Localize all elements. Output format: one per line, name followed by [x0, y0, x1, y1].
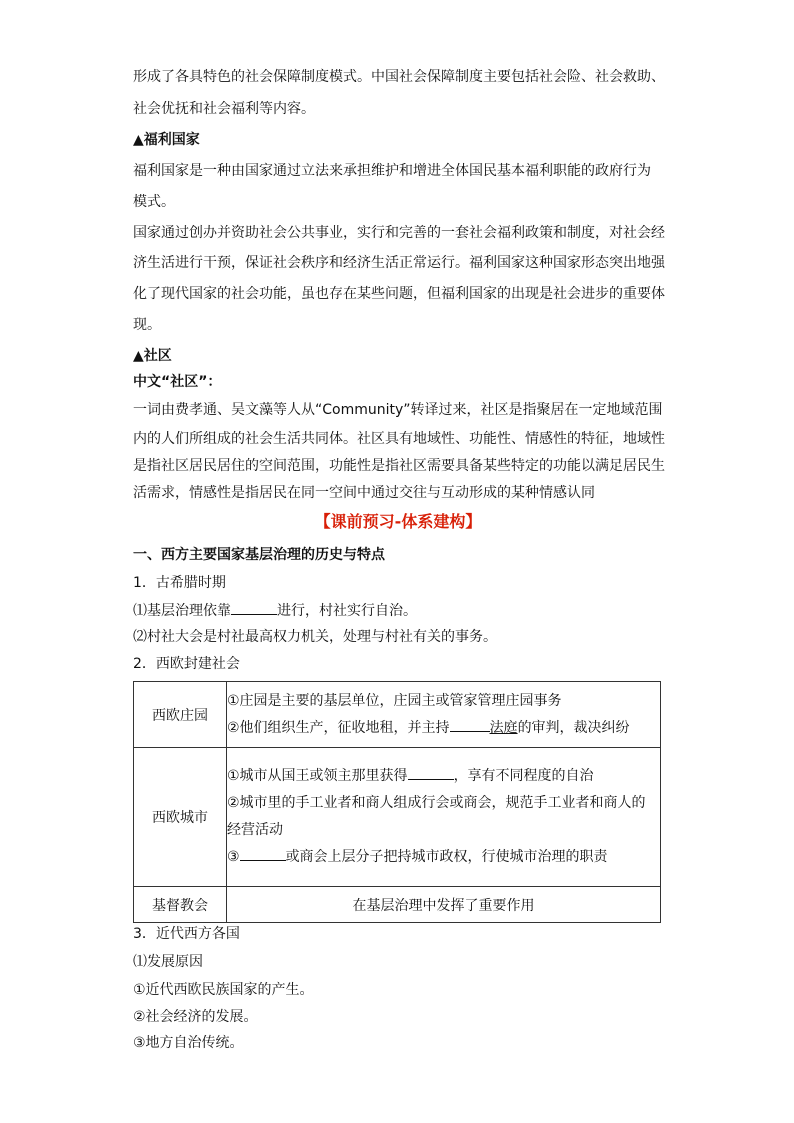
community-line-3: 是指社区居民居住的空间范围，功能性是指社区需要具备某些特定的功能以满足居民生	[133, 458, 665, 474]
community-line-1: 一词由费孝通、吴文藻等人从“Community”转译过来，社区是指聚居在一定地域范围	[133, 402, 663, 418]
city-line-1	[227, 763, 660, 790]
manor-line-2-blank-word: 法庭	[489, 719, 518, 736]
table-row-church	[134, 887, 661, 923]
city-line-3	[227, 844, 660, 871]
welfare-desc-line-1: 国家通过创办并资助社会公共事业，实行和完善的一套社会福利政策和制度，对社会经	[133, 225, 665, 241]
greece-item-1-pre: ⑴基层治理依靠	[133, 603, 231, 619]
welfare-desc-line-2: 济生活进行干预，保证社会秩序和经济生活正常运行。福利国家这种国家形态突出地强	[133, 255, 665, 271]
city-line-2b: 经营活动	[227, 822, 283, 838]
intro-line-1: 形成了各具特色的社会保障制度模式。中国社会保障制度主要包括社会险、社会救助、	[133, 69, 665, 85]
community-subheading: 中文“社区”：	[133, 374, 222, 390]
city-body	[227, 748, 661, 887]
welfare-desc-line-4: 现。	[133, 317, 161, 333]
fill-blank	[408, 765, 454, 780]
modern-item-1: ①近代西欧民族国家的产生。	[133, 982, 314, 998]
manor-line-2-post: 的审判，裁决纠纷	[517, 719, 630, 736]
city-head: 西欧城市	[134, 748, 227, 887]
section-title: 【课前预习-体系建构】	[314, 512, 482, 531]
city-line-3-post: 或商会上层分子把持城市政权，行使城市治理的职责	[285, 849, 608, 865]
table-row-manor	[134, 682, 661, 748]
manor-line-1: ①庄园是主要的基层单位，庄园主或管家管理庄园事务	[227, 692, 562, 709]
manor-body	[227, 682, 661, 748]
fill-blank	[450, 717, 490, 732]
welfare-def-line-1: 福利国家是一种由国家通过立法来承担维护和增进全体国民基本福利职能的政府行为	[133, 163, 651, 179]
church-head: 基督教会	[134, 887, 227, 923]
welfare-def-line-2: 模式。	[133, 194, 175, 210]
city-line-1-pre: ①城市从国王或领主那里获得	[227, 768, 408, 784]
intro-line-2: 社会优抚和社会福利等内容。	[133, 101, 315, 117]
modern-item-3: ③地方自治传统。	[133, 1035, 244, 1051]
modern-sub: ⑴发展原因	[133, 954, 203, 970]
community-line-2: 内的人们所组成的社会生活共同体。社区具有地域性、功能性、情感性的特征，地域性	[133, 431, 665, 447]
greece-title: 1．古希腊时期	[133, 575, 226, 591]
community-heading: ▲社区	[133, 348, 172, 364]
fill-blank	[240, 846, 286, 861]
part1-heading: 一、西方主要国家基层治理的历史与特点	[133, 547, 385, 563]
church-body: 在基层治理中发挥了重要作用	[227, 887, 661, 923]
welfare-heading: ▲福利国家	[133, 132, 200, 148]
manor-head: 西欧庄园	[134, 682, 227, 748]
manor-line-2	[227, 715, 660, 742]
welfare-desc-line-3: 化了现代国家的社会功能，虽也存在某些问题，但福利国家的出现是社会进步的重要体	[133, 286, 665, 302]
greece-item-1-post: 进行，村社实行自治。	[277, 603, 417, 619]
city-line-2a: ②城市里的手工业者和商人组成行会或商会，规范手工业者和商人的	[227, 795, 646, 811]
table-row-city	[134, 748, 661, 887]
feudal-table	[133, 681, 661, 923]
fill-blank	[231, 600, 277, 615]
feudal-title: 2．西欧封建社会	[133, 656, 240, 672]
greece-item-1	[133, 600, 417, 621]
community-line-4: 活需求，情感性是指居民在同一空间中通过交往与互动形成的某种情感认同	[133, 485, 595, 501]
city-line-1-post: ，享有不同程度的自治	[453, 768, 594, 784]
greece-item-2: ⑵村社大会是村社最高权力机关，处理与村社有关的事务。	[133, 629, 497, 645]
modern-item-2: ②社会经济的发展。	[133, 1009, 258, 1025]
city-line-3-pre: ③	[227, 849, 240, 865]
modern-title: 3．近代西方各国	[133, 926, 240, 942]
manor-line-2-pre: ②他们组织生产，征收地租，并主持	[227, 719, 450, 736]
